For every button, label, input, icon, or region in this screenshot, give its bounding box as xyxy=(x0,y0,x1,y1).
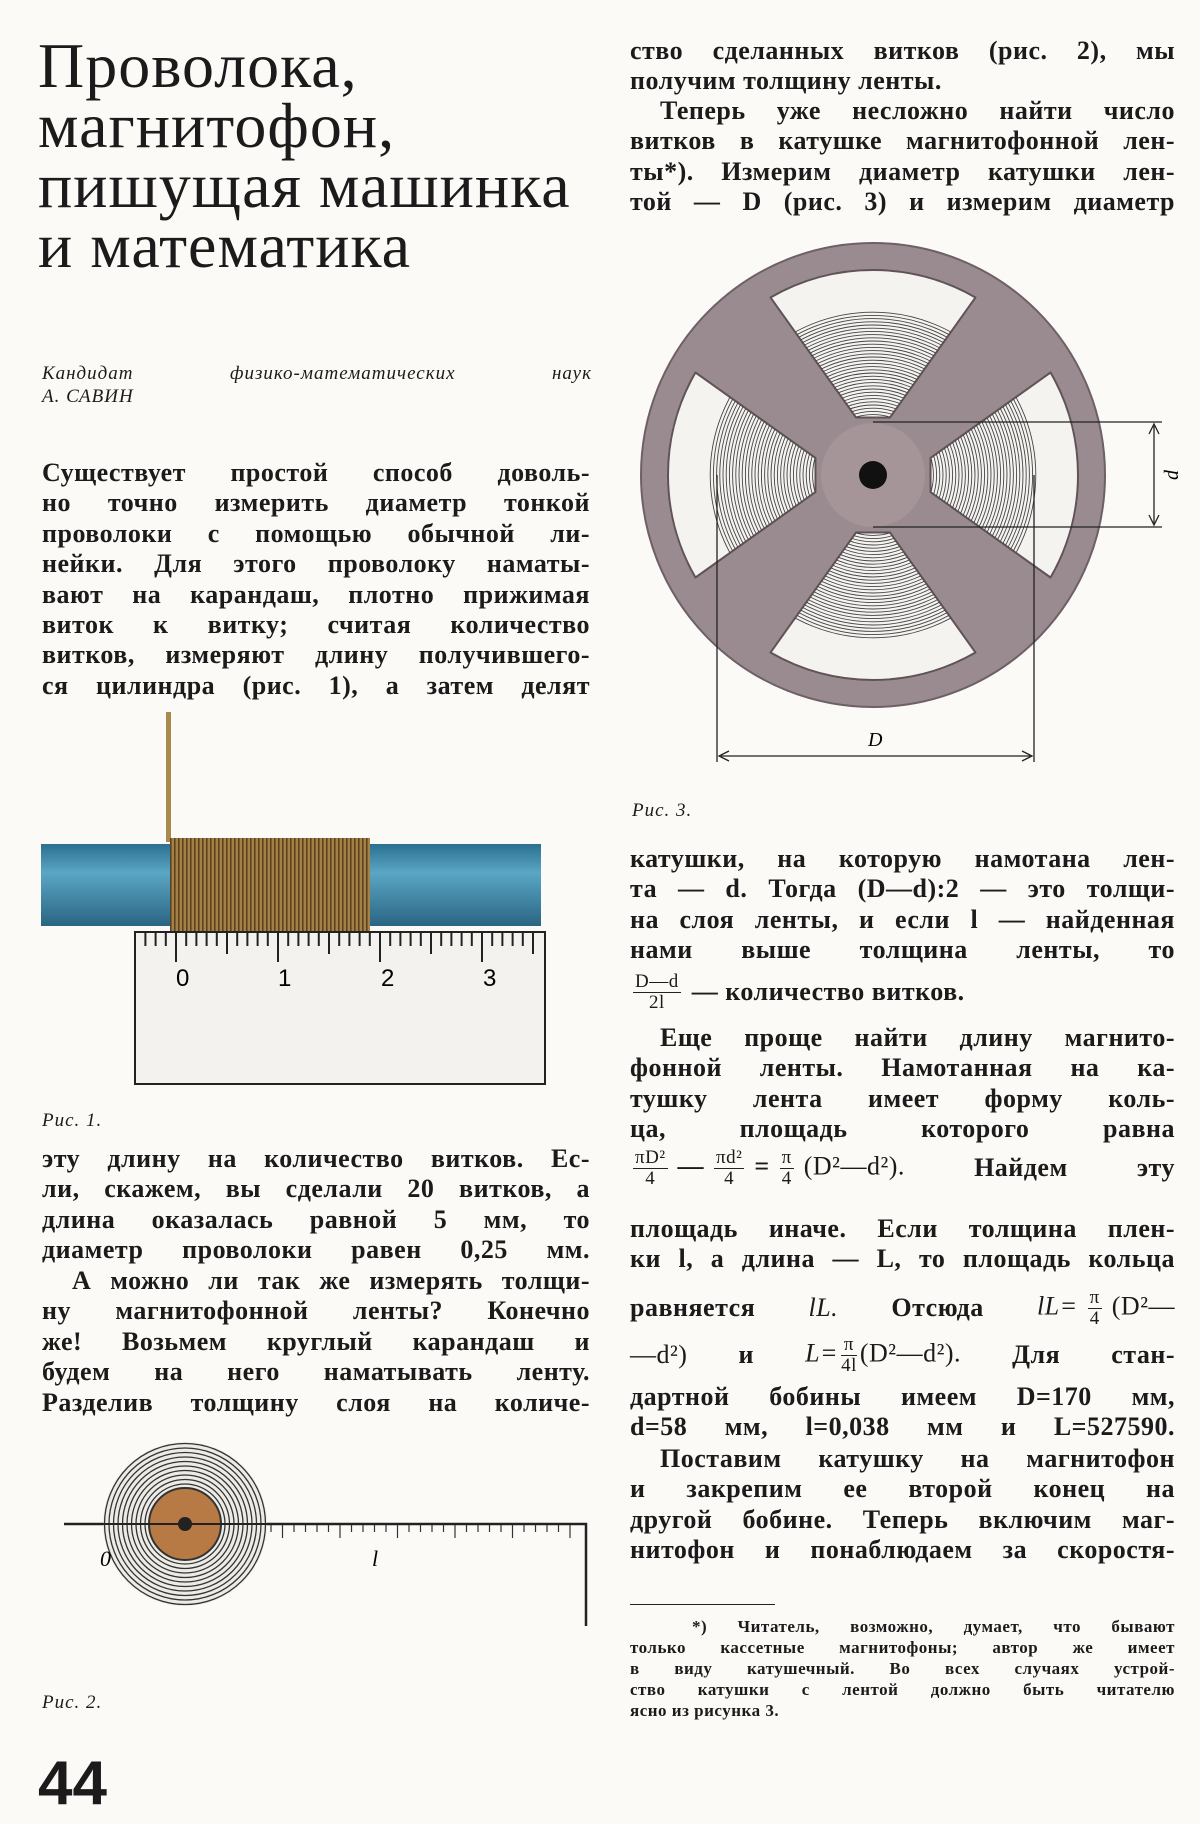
text-line: Еще проще найти длину магнито- xyxy=(660,1023,1175,1052)
text-line: получим толщину ленты. xyxy=(630,66,942,96)
text-line: d=58 мм, l=0,038 мм и L=527590. xyxy=(630,1412,1175,1442)
text-line: витков, измеряют длину получившего- xyxy=(42,640,590,670)
text-fragment: Для xyxy=(1012,1340,1061,1370)
formula-line xyxy=(630,972,1175,1013)
author-degree: физико-математических xyxy=(229,363,456,384)
figure-3-tape-reel xyxy=(630,230,1200,800)
text-line: но точно измерить диаметр тонкой xyxy=(42,488,590,518)
title-line: пишущая машинка xyxy=(38,150,571,221)
text-line: той — D (рис. 3) и измерим диаметр xyxy=(630,187,1175,217)
author-degree: Кандидат xyxy=(42,363,134,384)
denominator: 2l xyxy=(648,992,665,1013)
text-line: ки l, а длина — L, то площадь кольца xyxy=(630,1244,1175,1274)
fraction xyxy=(633,1148,668,1189)
paragraph xyxy=(42,1266,590,1418)
ruler-label: 1 xyxy=(278,965,292,992)
formula-line xyxy=(630,1335,1175,1376)
text-line: катушки, на которую намотана лен- xyxy=(630,844,1175,873)
paragraph xyxy=(630,844,1175,966)
text-line: фонной ленты. Намотанная на ка- xyxy=(630,1053,1175,1083)
text-line: на слоя ленты, и если l — найденная xyxy=(630,904,1175,934)
text-line: диаметр проволоки равен 0,25 мм. xyxy=(42,1235,590,1265)
formula-line xyxy=(630,1148,1175,1189)
text-line: Теперь уже несложно найти число xyxy=(660,96,1175,125)
text-fragment: и xyxy=(738,1340,754,1370)
text-line: Существует простой способ доволь- xyxy=(42,458,590,487)
dimension-label-d: d xyxy=(1161,470,1183,480)
paragraph xyxy=(630,1382,1175,1443)
ruler xyxy=(135,932,545,1084)
text-line: виток к витку; считая количество xyxy=(42,609,590,639)
text-fragment: L= xyxy=(805,1338,839,1368)
wire-end xyxy=(166,712,171,842)
paragraph xyxy=(630,1444,1175,1566)
paragraph xyxy=(630,96,1175,218)
text-line: эту длину на количество витков. Ес- xyxy=(42,1144,590,1173)
text-fragment: эту xyxy=(1136,1153,1175,1183)
numerator: πD² xyxy=(635,1147,666,1168)
fraction xyxy=(714,1148,744,1189)
footnote-line: только кассетные магнитофоны; автор же имеет xyxy=(630,1638,1175,1657)
footnote-line: ясно из рисунка 3. xyxy=(630,1701,780,1720)
ruler-label-l: l xyxy=(372,1546,379,1571)
paragraph xyxy=(42,1144,590,1266)
denominator: 4l xyxy=(841,1355,857,1376)
text-line: площадь иначе. Если толщина плен- xyxy=(630,1214,1175,1243)
text-line: Поставим катушку на магнитофон xyxy=(660,1444,1175,1473)
author-byline xyxy=(42,362,592,408)
text-fragment: —d²) xyxy=(630,1340,688,1370)
text-line: нейки. Для этого проволоку наматы- xyxy=(42,549,590,579)
text-line: и закрепим ее второй конец на xyxy=(630,1474,1175,1504)
text-line: Разделив толщину слоя на количе- xyxy=(42,1387,590,1417)
wire-coil xyxy=(170,838,370,938)
text-line: же! Возьмем круглый карандаш и xyxy=(42,1326,590,1356)
numerator: π xyxy=(841,1335,857,1356)
text-fragment: стан- xyxy=(1111,1340,1175,1370)
text-line: тушку лента имеет форму коль- xyxy=(630,1083,1175,1113)
text-fragment: — количество витков. xyxy=(691,977,965,1007)
text-fragment: lL. xyxy=(808,1293,839,1323)
text-line: нитофон и понаблюдаем за скоростя- xyxy=(630,1535,1175,1565)
text-line: ты*). Измерим диаметр катушки лен- xyxy=(630,156,1175,186)
text-line: А можно ли так же измерять толщи- xyxy=(72,1266,590,1295)
reel-spindle-hole xyxy=(859,461,887,489)
article-title xyxy=(38,30,571,281)
text-line: ли, скажем, вы сделали 20 витков, а xyxy=(42,1174,590,1204)
figure-2-caption: Рис. 2. xyxy=(42,1692,103,1713)
fraction xyxy=(841,1335,857,1376)
text-line: будем на него наматывать ленту. xyxy=(42,1357,590,1387)
text-line: ну магнитофонной ленты? Конечно xyxy=(42,1296,590,1326)
footnote-line: ство катушки с лентой должно быть читателю xyxy=(630,1680,1175,1699)
figure-1-caption: Рис. 1. xyxy=(42,1110,103,1131)
text-fragment: равняется xyxy=(630,1293,756,1323)
text-fragment: (D²—d²). xyxy=(859,1338,962,1368)
title-line: магнитофон, xyxy=(38,90,396,161)
text-line: та — d. Тогда (D—d):2 — это толщи- xyxy=(630,874,1175,904)
fraction xyxy=(633,972,681,1013)
footnote-line: *) Читатель, возможно, думает, что бывают xyxy=(692,1617,1175,1636)
footnote xyxy=(630,1616,1175,1721)
formula-line xyxy=(630,1288,1175,1329)
page-number: 44 xyxy=(38,1749,107,1818)
text-fragment: (D²—d²). xyxy=(803,1151,905,1181)
text-line: длина оказалась равной 5 мм, то xyxy=(42,1204,590,1234)
ruler-label: 0 xyxy=(176,965,190,992)
paragraph xyxy=(630,1023,1175,1145)
text-fragment: (D²— xyxy=(1111,1291,1175,1321)
text-fragment: — xyxy=(677,1151,705,1181)
text-line: ца, площадь которого равна xyxy=(630,1114,1175,1144)
ruler-label: 3 xyxy=(483,965,497,992)
numerator: πd² xyxy=(716,1147,743,1168)
paragraph xyxy=(42,458,590,701)
fraction xyxy=(780,1148,794,1189)
title-line: и математика xyxy=(38,210,411,281)
numerator: D—d xyxy=(635,971,679,992)
denominator: 4 xyxy=(724,1168,735,1189)
text-fragment: Найдем xyxy=(974,1153,1068,1183)
author-degree: наук xyxy=(551,363,592,384)
text-line: ся цилиндра (рис. 1), а затем делят xyxy=(42,670,590,700)
text-fragment: = xyxy=(754,1151,770,1181)
text-line: нами выше толщина ленты, то xyxy=(630,935,1175,965)
text-fragment: Отсюда xyxy=(891,1293,984,1323)
figure-3-caption: Рис. 3. xyxy=(632,800,693,821)
denominator: 4 xyxy=(1089,1308,1100,1329)
ruler-label-zero: 0 xyxy=(100,1546,111,1571)
text-fragment: lL= xyxy=(1036,1291,1078,1321)
numerator: π xyxy=(1089,1287,1100,1308)
paragraph xyxy=(630,36,1175,97)
title-line: Проволока, xyxy=(38,30,358,101)
footnote-line: в виду катушечный. Во всех случаях устрой- xyxy=(630,1659,1175,1678)
dimension-label-D: D xyxy=(868,729,883,751)
text-line: дартной бобины имеем D=170 мм, xyxy=(630,1382,1175,1411)
author-name: А. САВИН xyxy=(42,386,134,407)
denominator: 4 xyxy=(645,1168,656,1189)
text-line: другой бобине. Теперь включим маг- xyxy=(630,1504,1175,1534)
text-line: витков в катушке магнитофонной лен- xyxy=(630,126,1175,156)
text-line: вают на карандаш, плотно прижимая xyxy=(42,579,590,609)
numerator: π xyxy=(781,1147,792,1168)
fraction xyxy=(1088,1288,1102,1329)
ruler-label: 2 xyxy=(381,965,395,992)
text-line: ство сделанных витков (рис. 2), мы xyxy=(630,36,1175,65)
text-line: проволоки с помощью обычной ли- xyxy=(42,518,590,548)
footnote-rule xyxy=(630,1604,775,1605)
denominator: 4 xyxy=(781,1168,792,1189)
figure-2-tape-on-pencil xyxy=(50,1430,600,1630)
paragraph xyxy=(630,1214,1175,1275)
figure-1-wire-on-pencil xyxy=(30,712,560,1092)
